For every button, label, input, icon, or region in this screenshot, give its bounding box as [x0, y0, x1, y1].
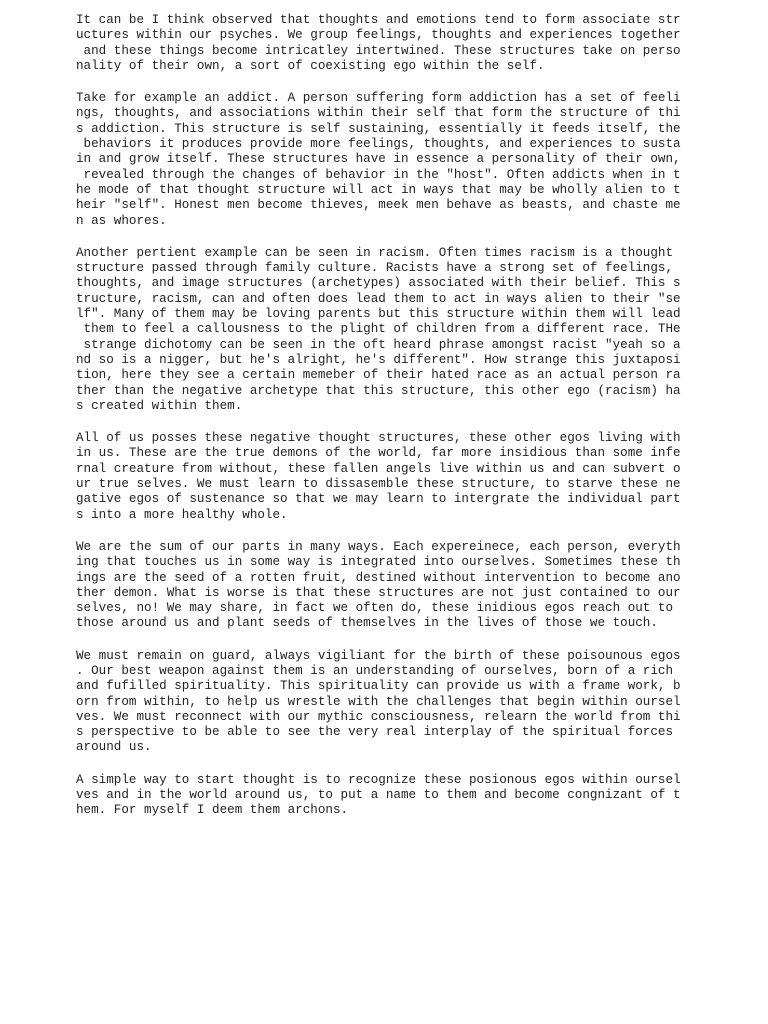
text-line: All of us posses these negative thought structures, these other egos living with	[76, 431, 681, 446]
text-line: in us. These are the true demons of the world, far more insidious than some infe	[76, 446, 681, 461]
text-line: he mode of that thought structure will act in ways that may be wholly alien to t	[76, 182, 681, 197]
document-page	[76, 13, 756, 836]
text-line: A simple way to start thought is to recognize these posionous egos within oursel	[76, 772, 681, 787]
text-line: ings are the seed of a rotten fruit, destined without intervention to become ano	[76, 570, 681, 585]
text-line: and fufilled spirituality. This spirituality can provide us with a frame work, b	[76, 679, 681, 694]
text-line: s into a more healthy whole.	[76, 507, 288, 522]
text-line: n as whores.	[76, 213, 167, 228]
text-line: . Our best weapon against them is an understanding of ourselves, born of a rich	[76, 663, 674, 678]
paragraph	[76, 91, 756, 229]
text-line: We are the sum of our parts in many ways. Each expereinece, each person, everyth	[76, 539, 681, 554]
text-line: and these things become intricatley intertwined. These structures take on perso	[76, 43, 681, 58]
text-line: ves and in the world around us, to put a name to them and become congnizant of t	[76, 788, 681, 803]
text-line: structure passed through family culture. Racists have a strong set of feelings,	[76, 261, 674, 276]
text-line: tructure, racism, can and often does lead them to act in ways alien to their "se	[76, 291, 681, 306]
text-line: orn from within, to help us wrestle with the challenges that begin within oursel	[76, 694, 681, 709]
text-line: uctures within our psyches. We group feelings, thoughts and experiences together	[76, 28, 681, 43]
text-line: ther than the negative archetype that this structure, this other ego (racism) ha	[76, 383, 681, 398]
text-line: rnal creature from without, these fallen angels live within us and can subvert o	[76, 461, 681, 476]
text-line: Take for example an addict. A person suffering form addiction has a set of feeli	[76, 91, 681, 106]
paragraph	[76, 773, 756, 819]
text-line: nality of their own, a sort of coexisting ego within the self.	[76, 58, 545, 73]
paragraph	[76, 246, 756, 414]
text-line: ves. We must reconnect with our mythic consciousness, relearn the world from thi	[76, 709, 681, 724]
text-line: heir "self". Honest men become thieves, meek men behave as beasts, and chaste me	[76, 198, 681, 213]
text-line: gative egos of sustenance so that we may learn to intergrate the individual part	[76, 492, 681, 507]
text-line: s created within them.	[76, 398, 243, 413]
text-line: tion, here they see a certain memeber of their hated race as an actual person ra	[76, 368, 681, 383]
paragraph	[76, 431, 756, 523]
text-line: Another pertient example can be seen in racism. Often times racism is a thought	[76, 245, 674, 260]
text-line: around us.	[76, 740, 152, 755]
text-line: nd so is a nigger, but he's alright, he's different". How strange this juxtaposi	[76, 352, 681, 367]
text-line: s addiction. This structure is self sustaining, essentially it feeds itself, the	[76, 121, 681, 136]
text-line: them to feel a callousness to the plight of children from a different race. THe	[76, 322, 681, 337]
paragraph	[76, 540, 756, 632]
paragraph	[76, 13, 756, 74]
text-line: s perspective to be able to see the very real interplay of the spiritual forces	[76, 725, 674, 740]
text-line: selves, no! We may share, in fact we often do, these inidious egos reach out to	[76, 601, 674, 616]
text-line: It can be I think observed that thoughts and emotions tend to form associate str	[76, 13, 681, 27]
text-line: revealed through the changes of behavior in the "host". Often addicts when in t	[76, 167, 681, 182]
text-line: ing that touches us in some way is integrated into ourselves. Sometimes these th	[76, 555, 681, 570]
text-line: hem. For myself I deem them archons.	[76, 803, 349, 818]
text-line: in and grow itself. These structures have in essence a personality of their own,	[76, 152, 681, 167]
text-line: ther demon. What is worse is that these structures are not just contained to our	[76, 585, 681, 600]
text-line: those around us and plant seeds of themselves in the lives of those we touch.	[76, 616, 658, 631]
text-line: lf". Many of them may be loving parents but this structure within them will lead	[76, 307, 681, 322]
text-line: behaviors it produces provide more feelings, thoughts, and experiences to susta	[76, 137, 681, 152]
text-line: ngs, thoughts, and associations within their self that form the structure of thi	[76, 106, 681, 121]
text-line: ur true selves. We must learn to dissasemble these structure, to starve these ne	[76, 477, 681, 492]
text-line: We must remain on guard, always vigiliant for the birth of these poisounous egos	[76, 648, 681, 663]
paragraph	[76, 649, 756, 756]
text-line: thoughts, and image structures (archetypes) associated with their belief. This s	[76, 276, 681, 291]
text-line: strange dichotomy can be seen in the oft heard phrase amongst racist "yeah so a	[76, 337, 681, 352]
